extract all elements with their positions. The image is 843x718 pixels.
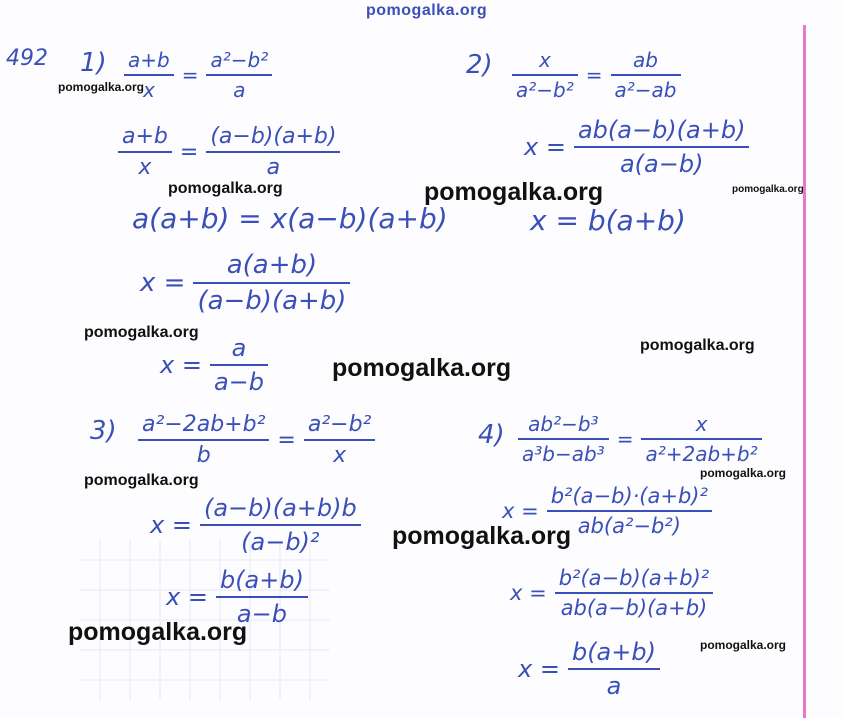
numerator: b(a+b) [219,566,304,594]
part2-line3: x = b(a+b) [530,204,686,237]
numerator: a²−b² [307,412,372,437]
numerator: x [695,412,708,436]
fraction [200,494,361,556]
part1-line4 [140,250,350,316]
denominator: a−b [236,600,287,628]
part1-label: 1) [80,48,107,78]
part1-line5 [160,334,268,396]
numerator: a²−b² [210,48,269,72]
numerator: a²−2ab+b² [142,412,266,437]
fraction [512,48,578,102]
equals-sign: = [277,427,296,453]
fraction [210,334,268,396]
denominator: a²−b² [516,78,574,102]
watermark: pomogalka.org [732,184,804,195]
equals-sign: = [585,63,603,87]
denominator: x [333,443,347,468]
fraction [574,116,750,178]
watermark-top: pomogalka.org [366,2,488,19]
watermark: pomogalka.org [168,180,283,197]
watermark: pomogalka.org [392,522,572,550]
numerator: ab(a−b)(a+b) [577,116,746,144]
part1-line3: a(a+b) = x(a−b)(a+b) [132,202,448,235]
fraction [206,124,340,180]
fraction [568,638,660,700]
fraction [547,484,712,538]
lhs: x = [518,655,560,683]
denominator: (a−b)(a+b) [197,286,347,316]
denominator: a²+2ab+b² [645,442,758,466]
part3-label: 3) [90,416,117,446]
part2-label: 2) [466,50,493,80]
part3-line2 [150,494,361,556]
fraction [118,124,172,180]
part1-line1 [124,48,272,102]
denominator: x [142,78,155,102]
part1-line2 [118,124,340,180]
lhs: x = [160,351,202,379]
denominator: a−b [213,368,265,396]
part3-line3 [166,566,308,628]
numerator: b²(a−b)(a+b)² [558,566,710,590]
numerator: a+b [128,48,170,72]
numerator: x [538,48,551,72]
denominator: a [606,672,622,700]
part2-line1 [512,48,681,102]
part4-line2 [502,484,712,538]
fraction [304,412,376,468]
fraction [193,250,350,316]
denominator: a [266,155,281,180]
denominator: ab(a²−b²) [577,514,681,538]
part4-label: 4) [478,420,505,450]
watermark: pomogalka.org [700,466,787,480]
watermark: pomogalka.org [68,618,248,646]
numerator: ab²−b³ [528,412,599,436]
fraction [138,412,269,468]
watermark: pomogalka.org [58,80,145,94]
page-margin-line [803,25,806,718]
denominator: b [196,443,211,468]
lhs: x = [502,499,539,523]
fraction [518,412,609,466]
numerator: b(a+b) [571,638,656,666]
numerator: a+b [122,124,168,149]
denominator: a [233,78,246,102]
lhs: x = [524,133,566,161]
watermark: pomogalka.org [332,354,512,382]
fraction [555,566,714,620]
equals-sign: = [181,63,199,87]
fraction [206,48,272,102]
lhs: x = [150,511,192,539]
lhs: x = [140,268,186,298]
denominator: a³b−ab³ [522,442,605,466]
fraction [641,412,761,466]
numerator: a(a+b) [226,250,318,280]
denominator: a²−ab [614,78,677,102]
part4-line4 [518,638,660,700]
watermark: pomogalka.org [700,638,787,652]
fraction [216,566,308,628]
problem-number: 492 [6,46,48,71]
numerator: b²(a−b)·(a+b)² [550,484,708,508]
equals-sign: = [179,139,199,165]
part3-line1 [138,412,375,468]
equals-sign: = [616,427,634,451]
fraction [611,48,681,102]
numerator: a [231,334,247,362]
lhs: x = [166,583,208,611]
numerator: (a−b)(a+b) [210,124,337,149]
denominator: a(a−b) [619,150,704,178]
lhs: x = [510,581,547,605]
part4-line1 [518,412,762,466]
denominator: ab(a−b)(a+b) [560,596,708,620]
part4-line3 [510,566,713,620]
numerator: ab [633,48,658,72]
numerator: (a−b)(a+b)b [203,494,357,522]
denominator: x [138,155,152,180]
watermark: pomogalka.org [640,337,755,354]
denominator: (a−b)² [241,528,320,556]
watermark: pomogalka.org [84,324,199,341]
watermark: pomogalka.org [424,178,604,206]
part2-line2 [524,116,749,178]
fraction [124,48,174,102]
watermark: pomogalka.org [84,472,199,489]
